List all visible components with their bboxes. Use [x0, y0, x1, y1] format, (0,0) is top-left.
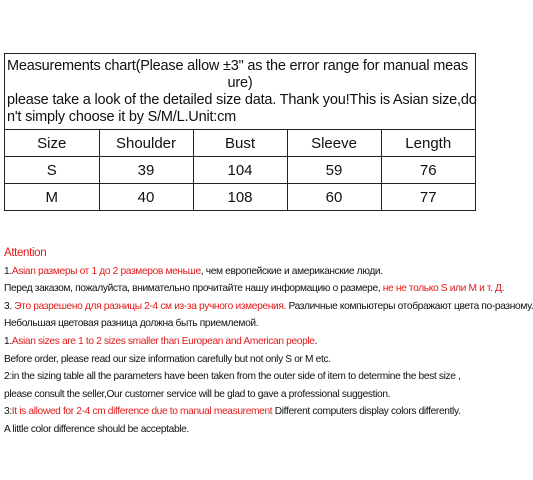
attention-heading: Attention: [4, 247, 47, 259]
size-table: [5, 130, 475, 210]
note-line: A little color difference should be acceptable.: [4, 423, 189, 435]
note-text: Different computers display colors differently.: [272, 406, 461, 418]
table-row: [5, 184, 475, 211]
chart-header: [5, 54, 475, 130]
column-header: Bust: [193, 130, 287, 157]
note-highlight: не не только S или M и т. Д.: [382, 283, 505, 295]
chart-header-line: please take a look of the detailed size data. Thank you!This is Asian size,do: [7, 92, 477, 108]
note-line: [4, 333, 478, 351]
table-header-row: [5, 130, 475, 157]
note-line: [4, 403, 478, 421]
table-cell: 39: [99, 157, 193, 184]
measurements-chart: [4, 53, 476, 211]
chart-header-line: ure): [227, 75, 253, 91]
table-cell: 104: [193, 157, 287, 184]
note-line: Before order, please read our size information carefully but not only S or M etc.: [4, 353, 331, 365]
note-highlight: European and American people: [181, 335, 315, 347]
column-header: Shoulder: [99, 130, 193, 157]
note-line: Небольшая цветовая разница должна быть приемлемой.: [4, 318, 259, 330]
table-row: [5, 157, 475, 184]
table-cell: S: [5, 157, 99, 184]
table-cell: 59: [287, 157, 381, 184]
note-line: [4, 298, 533, 316]
note-number: 1.: [4, 265, 12, 277]
table-cell: 60: [287, 184, 381, 211]
note-line: 2:in the sizing table all the parameters have been taken from the outer side of item to determine the best size ,: [4, 371, 461, 383]
note-highlight: Asian sizes are 1 to 2 sizes smaller than: [11, 335, 182, 347]
column-header: Size: [5, 130, 99, 157]
note-number: 3.: [4, 300, 15, 312]
note-line: [4, 263, 478, 281]
note-text: Различные компьютеры отображают цвета по-разному.: [285, 300, 533, 312]
note-highlight: Это разрешено для разницы 2-4 см из-за ручного измерения.: [14, 300, 286, 312]
table-cell: 108: [193, 184, 287, 211]
table-cell: 76: [381, 157, 475, 184]
note-text: .: [314, 335, 318, 347]
note-number: 1.: [4, 335, 12, 347]
attention-notes: [4, 245, 533, 439]
chart-header-line: n't simply choose it by S/M/L.Unit:cm: [7, 109, 237, 125]
column-header: Sleeve: [287, 130, 381, 157]
table-cell: 40: [99, 184, 193, 211]
column-header: Length: [381, 130, 475, 157]
note-number: 3:: [4, 406, 12, 418]
table-cell: 77: [381, 184, 475, 211]
note-line: [4, 280, 505, 298]
table-cell: M: [5, 184, 99, 211]
note-text: Перед заказом, пожалуйста, внимательно прочитайте нашу информацию о размере,: [4, 283, 383, 295]
note-highlight: It is allowed for 2-4 cm difference due to manual measurement: [11, 406, 273, 418]
note-text: , чем европейские и американские люди.: [200, 265, 383, 277]
note-line: please consult the seller,Our customer service will be glad to gave a professional suggestion.: [4, 388, 391, 400]
note-highlight: Asian размеры от 1 до 2 размеров меньше: [11, 265, 201, 277]
chart-header-line: Measurements chart(Please allow ±3" as the error range for manual meas: [7, 58, 468, 74]
